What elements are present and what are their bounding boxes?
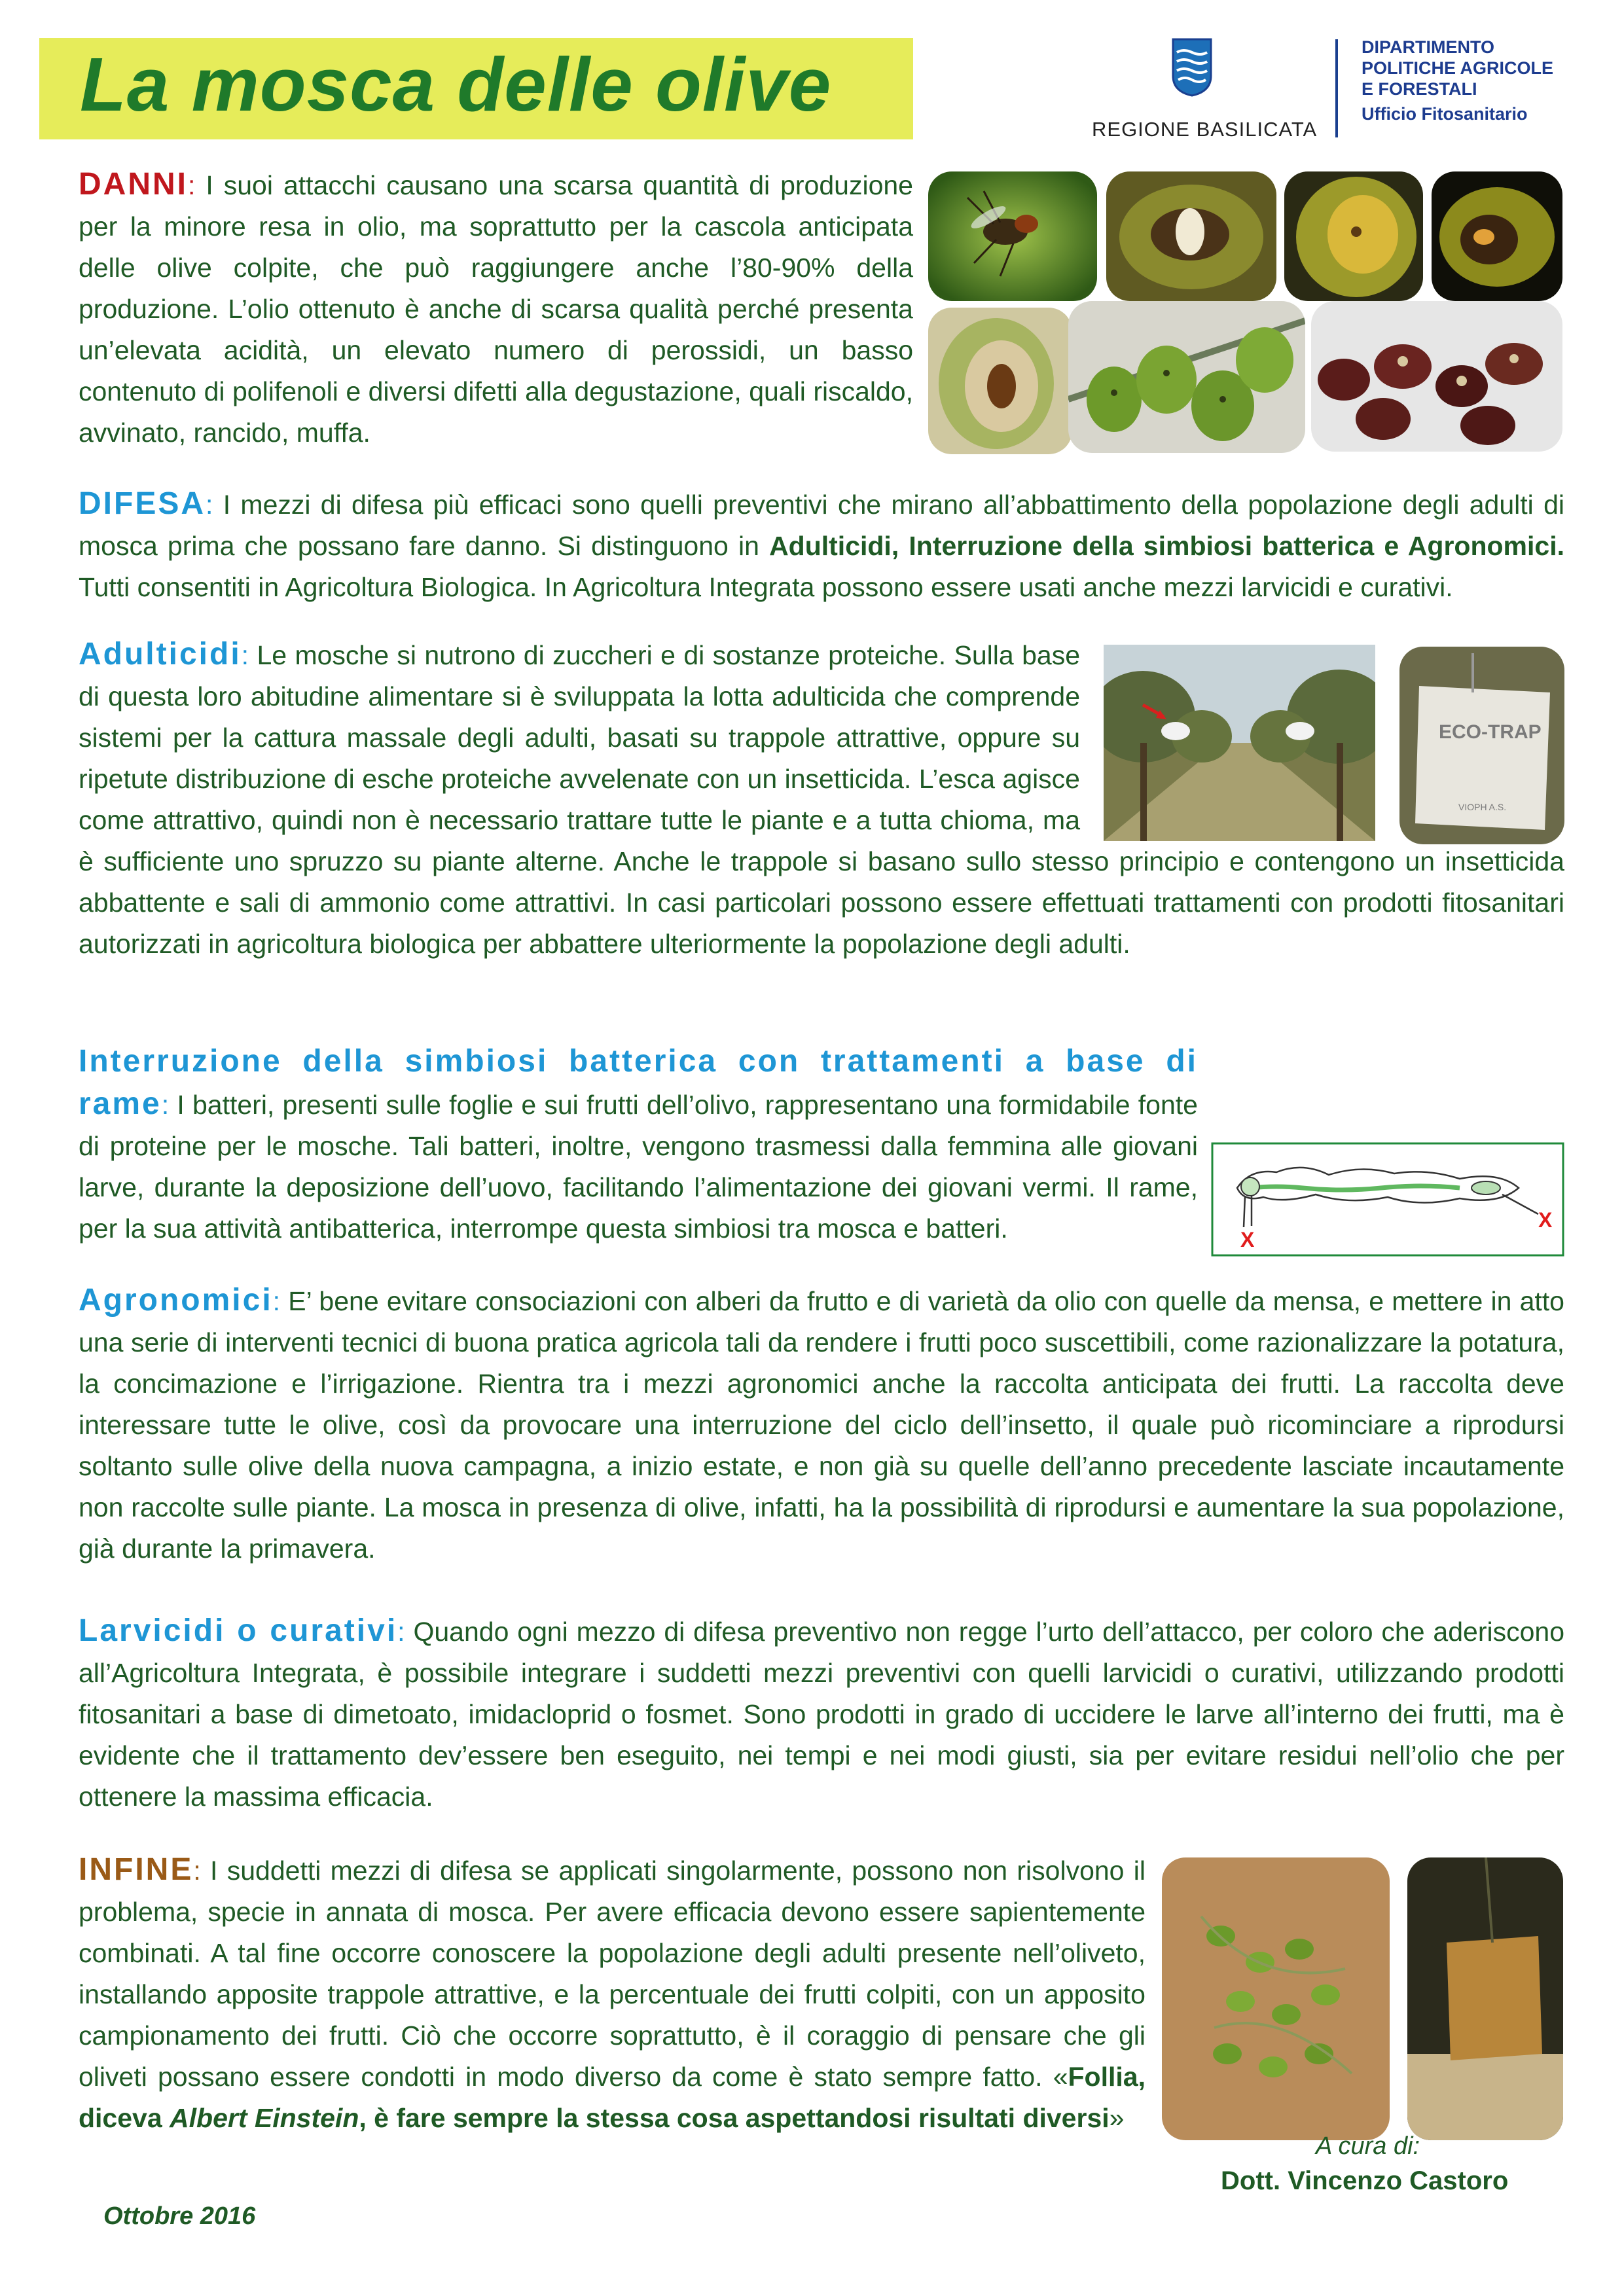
bitten-olive-photo: [1284, 171, 1423, 301]
collected-olives-photo: [1162, 1857, 1390, 2140]
difesa-strong-interruzione: Interruzione della simbiosi batterica e Agronomici.: [909, 531, 1564, 561]
section-larvicidi: Larvicidi o curativi: Quando ogni mezzo di difesa preventivo non regge l’urto dell’attacco, per coloro che aderiscono all’Agricoltura Integrata, è possibile integrare i suddetti mezzi preventivi con quelli larvicidi o curativi, utilizzando prodotti fitosanitari a base di dimetoato, imidacloprid o fosmet. Sono prodotti in grado di uccidere le larve all’interno dei frutti, ma è evidente che il trattamento dev’essere ben eseguito, nei tempi e nei modi giusti, sia per evitare residui nell’olio che per ottenere la massima efficacia.: [79, 1613, 1564, 1812]
quote-body: , è fare sempre la stessa cosa aspettandosi risultati diversi: [359, 2103, 1110, 2133]
section-adulticidi: Adulticidi: Le mosche si nutrono di zuccheri e di sostanze proteiche. Sulla base di questa loro abitudine alimentare si è sviluppata la lotta adulticida che comprende sistemi per la cattura massale degli adulti, basati su trappole attrattive, oppure su ripetute distribuzione di esche proteiche avvelenate con un insetticida. L’esca agisce come attrattivo, quindi non è necessario trattare tutte le piante e a tutta chioma, ma è sufficiente uno spruzzo su piante alterne. Anche le trappole si basano sullo stesso principio e contengono un insetticida abbattente e sali di ammonio come attrattivi. In casi particolari possono essere effettuati trattamenti con prodotti fitosanitari autorizzati in agricoltura biologica per abbattere ulteriormente la popolazione degli adulti.: [79, 634, 1564, 965]
larvicidi-heading: Larvicidi o curativi: [79, 1613, 398, 1648]
difesa-sep: ,: [891, 531, 909, 561]
trap-brand: VIOPH A.S.: [1458, 802, 1507, 812]
agronomici-heading: Agronomici: [79, 1283, 273, 1318]
difesa-heading: DIFESA: [79, 486, 206, 521]
dept-line-2: POLITICHE AGRICOLE: [1362, 58, 1554, 78]
page-title: La mosca delle olive: [80, 42, 832, 127]
eco-trap-bag-photo: [1399, 647, 1564, 844]
quote-follia: Follia: [1068, 2062, 1138, 2092]
section-difesa: DIFESA: I mezzi di difesa più efficaci sono quelli preventivi che mirano all’abbattimento della popolazione degli adulti di mosca prima che possano fare danno. Si distinguono in Adulticidi, Interruzione della simbiosi batterica e Agronomici. Tutti consentiti in Agricoltura Biologica. In Agricoltura Integrata possono essere usati anche mezzi larvicidi e curativi.: [79, 486, 1564, 602]
infine-text: I suddetti mezzi di difesa se applicati singolarmente, possono non risolvono il problema, specie in annata di mosca. Per avere efficacia devono essere sapientemente combinati. A tal fine occorre conoscere la popolazione degli adulti presente nell’oliveto, installando apposite trappole attrattive, e la percentuale dei frutti colpiti, con un apposito campionamento dei frutti. Ciò che occorre soprattutto, è il coraggio di pensare che gli oliveti possano essere condotti in modo diverso da come è stato sempre fatto. «: [79, 1856, 1146, 2092]
dept-line-1: DIPARTIMENTO: [1362, 37, 1495, 57]
olive-section-photo: [928, 308, 1072, 454]
difesa-text-b: Tutti consentiti in Agricoltura Biologica. In Agricoltura Integrata possono essere usati anche mezzi larvicidi e curativi.: [79, 572, 1453, 602]
fly-on-olive-photo: [928, 171, 1097, 301]
danni-heading: DANNI: [79, 167, 188, 202]
larva-in-olive-photo: [1106, 171, 1276, 301]
danni-text: I suoi attacchi causano una scarsa quantità di produzione per la minore resa in olio, ma soprattutto per la cascola anticipata delle olive colpite, che può raggiungere anche l’80-90% della produzione. L’olio ottenuto è anche di scarsa qualità perché presenta un’elevata acidità, un elevato numero di perossidi, un basso contenuto di polifenoli e diversi difetti alla degustazione, quali riscaldo, avvinato, rancido, muffa.: [79, 170, 913, 448]
interruzione-heading: Interruzione della simbiosi batterica con trattamenti a base di rame: [79, 1044, 1198, 1121]
damaged-olive-photo: [1432, 171, 1562, 301]
section-danni: DANNI: I suoi attacchi causano una scarsa quantità di produzione per la minore resa in olio, ma soprattutto per la cascola anticipata delle olive colpite, che può raggiungere anche l’80-90% della produzione. L’olio ottenuto è anche di scarsa qualità perché presenta un’elevata acidità, un elevato numero di perossidi, un basso contenuto di polifenoli e diversi difetti alla degustazione, quali riscaldo, avvinato, rancido, muffa.: [79, 167, 913, 448]
adulticidi-heading: Adulticidi: [79, 637, 242, 672]
sticky-trap-photo: [1407, 1857, 1563, 2140]
region-emblem-icon: [1172, 38, 1212, 97]
quote-author: Albert Einstein: [170, 2103, 359, 2133]
section-agronomici: Agronomici: E’ bene evitare consociazioni con alberi da frutto e di varietà da olio con quelle da mensa, e mettere in atto una serie di interventi tecnici di buona pratica agricola tali da rendere i frutti poco suscettibili, come razionalizzare la potatura, la concimazione e l’irrigazione. Rientra tra i mezzi agronomici anche la raccolta anticipata dei frutti. La raccolta deve interessare tutte le olive, così da provocare una interruzione del ciclo dell’insetto, il quale può ricominciare a riprodursi soltanto sulle olive della nuova campagna, a inizio estate, e non già su quelle dell’anno precedente lasciate incautamente non raccolte sulle piante. La mosca in presenza di olive, infatti, ha la possibilità di riprodursi e aumentare la sua popolazione, già durante la primavera.: [79, 1283, 1564, 1564]
agronomici-text: E’ bene evitare consociazioni con alberi da frutto e di varietà da olio con quelle da mensa, e mettere in atto una serie di interventi tecnici di buona pratica agricola tali da rendere i frutti poco suscettibili, come razionalizzare la potatura, la concimazione e l’irrigazione. Rientra tra i mezzi agronomici anche la raccolta anticipata dei frutti. La raccolta deve interessare tutte le olive, così da provocare una interruzione del ciclo dell’insetto, il quale può ricominciare a riprodursi soltanto sulle olive della nuova campagna, a inizio estate, e non già su quelle dell’anno precedente lasciate incautamente non raccolte sulle piante. La mosca in presenza di olive, infatti, ha la possibilità di riprodursi e aumentare la sua popolazione, già durante la primavera.: [79, 1286, 1564, 1564]
fly-anatomy-diagram: [1211, 1142, 1564, 1257]
olive-grove-traps-photo: [1104, 645, 1375, 841]
author-name: Dott. Vincenzo Castoro: [1221, 2166, 1509, 2195]
trap-label: ECO-TRAP: [1439, 721, 1542, 743]
larvicidi-text: Quando ogni mezzo di difesa preventivo non regge l’urto dell’attacco, per coloro che aderiscono all’Agricoltura Integrata, è possibile integrare i suddetti mezzi preventivi con quelli larvicidi o curativi, utilizzando prodotti fitosanitari a base di dimetoato, imidacloprid o fosmet. Sono prodotti in grado di uccidere le larve all’interno dei frutti, ma è evidente che il trattamento dev’essere ben eseguito, nei tempi e nei modi giusti, sia per evitare residui nell’olio che per ottenere la massima efficacia.: [79, 1617, 1564, 1812]
green-olives-photo: [1068, 301, 1305, 453]
ripe-olives-photo: [1311, 301, 1562, 452]
quote-end: »: [1109, 2103, 1125, 2133]
interruzione-text: I batteri, presenti sulle foglie e sui frutti dell’olivo, rappresentano una formidabile fonte di proteine per le mosche. Tali batteri, inoltre, vengono trasmessi dalla femmina alle giovani larve, durante la deposizione dell’uovo, facilitando l’alimentazione dei giovani vermi. Il rame, per la sua attività antibatterica, interrompe questa simbiosi tra mosca e batteri.: [79, 1090, 1198, 1244]
header-divider: [1335, 39, 1338, 137]
section-interruzione: Interruzione della simbiosi batterica con trattamenti a base di rame: I batteri, presenti sulle foglie e sui frutti dell’olivo, rappresentano una formidabile fonte di proteine per le mosche. Tali batteri, inoltre, vengono trasmessi dalla femmina alle giovani larve, durante la deposizione dell’uovo, facilitando l’alimentazione dei giovani vermi. Il rame, per la sua attività antibatterica, interrompe questa simbiosi tra mosca e batteri.: [79, 1041, 1564, 1289]
diagram-mark-right: X: [1538, 1208, 1553, 1232]
infine-heading: INFINE: [79, 1852, 194, 1887]
quote-diceva: , diceva: [79, 2062, 1146, 2133]
diagram-mark-left: X: [1240, 1228, 1255, 1251]
region-name: REGIONE BASILICATA: [1092, 118, 1318, 141]
publication-date: Ottobre 2016: [103, 2202, 256, 2230]
dept-line-3: E FORESTALI: [1362, 79, 1477, 99]
difesa-text-a: I mezzi di difesa più efficaci sono quelli preventivi che mirano all’abbattimento della popolazione degli adulti di mosca prima che possano fare danno. Si distinguono in: [79, 490, 1564, 561]
dept-office: Ufficio Fitosanitario: [1362, 104, 1528, 124]
difesa-strong-adulticidi: Adulticidi: [769, 531, 892, 561]
section-infine: INFINE: I suddetti mezzi di difesa se applicati singolarmente, possono non risolvono il problema, specie in annata di mosca. Per avere efficacia devono essere sapientemente combinati. A tal fine occorre conoscere la popolazione degli adulti presente nell’oliveto, installando apposite trappole attrattive, e la percentuale dei frutti colpiti, con un apposito campionamento dei frutti. Ciò che occorre soprattutto, è il coraggio di pensare che gli oliveti possano essere condotti in modo diverso da come è stato sempre fatto. «Follia, diceva Albert Einstein, è fare sempre la stessa cosa aspettandosi risultati diversi»: [79, 1849, 1564, 2144]
adulticidi-text: Le mosche si nutrono di zuccheri e di sostanze proteiche. Sulla base di questa loro abitudine alimentare si è sviluppata la lotta adulticida che comprende sistemi per la cattura massale degli adulti, basati su trappole attrattive, oppure su ripetute distribuzione di esche proteiche avvelenate con un insetticida. L’esca agisce come attrattivo, quindi non è necessario trattare tutte le piante e a tutta chioma, ma è sufficiente uno spruzzo su piante alterne. Anche le trappole si basano sullo stesso principio e contengono un insetticida abbattente e sali di ammonio come attrattivi. In casi particolari possono essere effettuati trattamenti con prodotti fitosanitari autorizzati in agricoltura biologica per abbattere ulteriormente la popolazione degli adulti.: [79, 640, 1564, 959]
credit-label: A cura di:: [1316, 2132, 1420, 2160]
department-block: [1362, 37, 1553, 124]
